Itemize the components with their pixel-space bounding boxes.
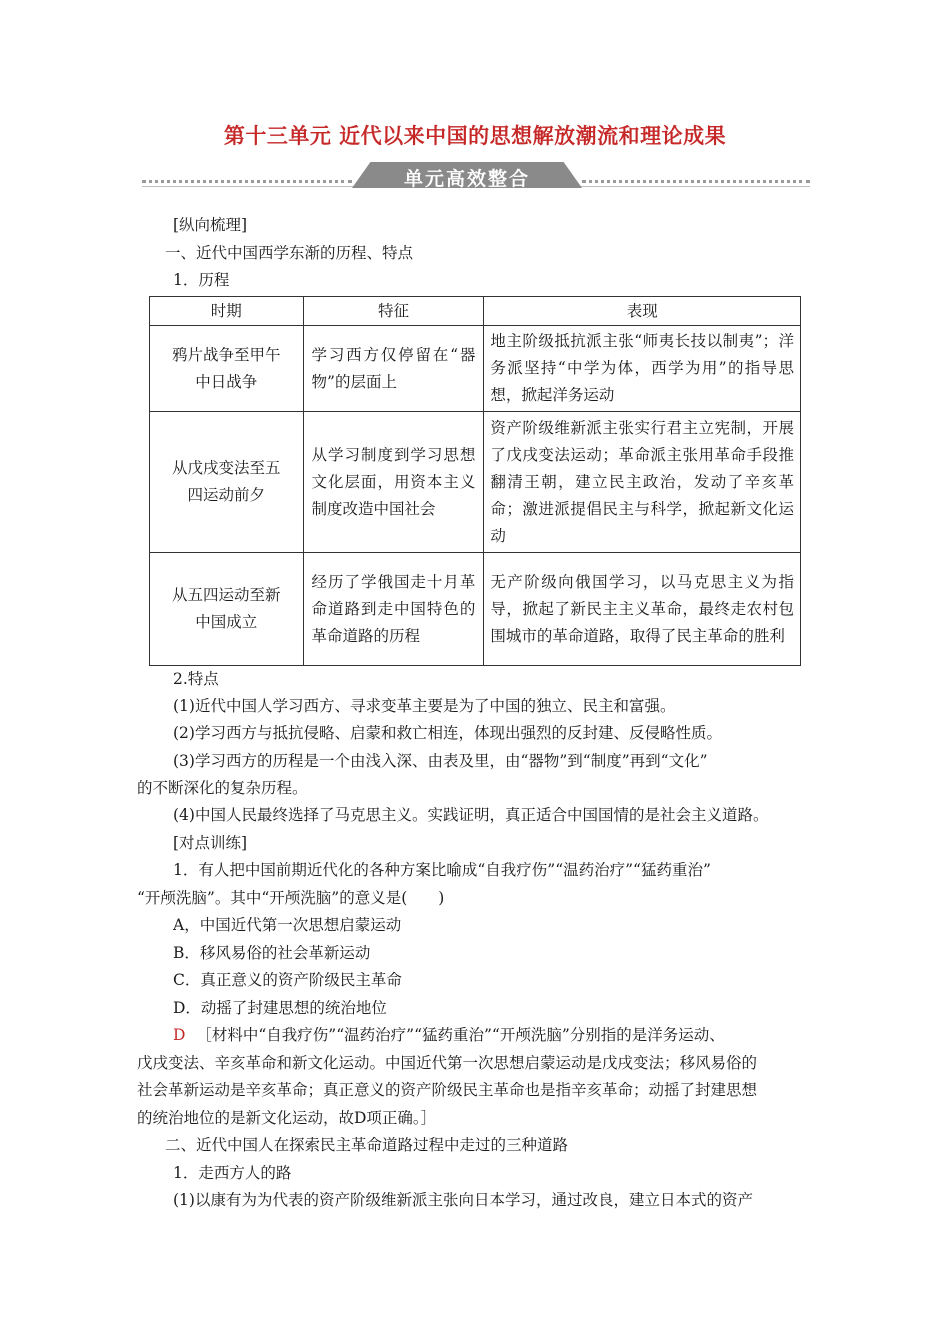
table-cell-feature: 从学习制度到学习思想文化层面，用资本主义制度改造中国社会 xyxy=(303,412,484,553)
history-table xyxy=(149,296,801,666)
section-label-vertical: [纵向梳理] xyxy=(173,216,248,234)
table-row xyxy=(150,326,801,412)
table-cell-period: 从戊戌变法至五四运动前夕 xyxy=(150,412,304,553)
section-label-training: [对点训练] xyxy=(173,834,248,852)
feature-point: (4)中国人民最终选择了马克思主义。实践证明，真正适合中国国情的是社会主义道路。 xyxy=(173,806,769,824)
subheading-features: 2.特点 xyxy=(173,670,219,688)
table-row xyxy=(150,412,801,553)
feature-point: (3)学习西方的历程是一个由浅入深、由表及里，由“器物”到“制度”再到“文化” xyxy=(173,752,708,770)
explanation-line: 的统治地位的是新文化运动，故D项正确。］ xyxy=(137,1109,437,1127)
heading-2: 二、近代中国人在探索民主革命道路过程中走过的三种道路 xyxy=(165,1136,569,1154)
feature-point: (2)学习西方与抵抗侵略、启蒙和救亡相连，体现出强烈的反封建、反侵略性质。 xyxy=(173,724,722,742)
table-cell-feature: 经历了学俄国走十月革命道路到走中国特色的革命道路的历程 xyxy=(303,553,484,666)
subheading-process: 1．历程 xyxy=(173,271,230,289)
table-header-cell: 表现 xyxy=(484,297,801,326)
table-header-cell: 特征 xyxy=(303,297,484,326)
option-c: C．真正意义的资产阶级民主革命 xyxy=(173,971,402,989)
unit-title: 第十三单元 近代以来中国的思想解放潮流和理论成果 xyxy=(223,124,727,148)
answer-letter: D xyxy=(173,1026,186,1044)
table-row xyxy=(150,553,801,666)
explanation-text: ［材料中“自我疗伤”“温药治疗”“猛药重治”“开颅洗脑”分别指的是洋务运动、 xyxy=(196,1026,725,1044)
table-header-cell: 时期 xyxy=(150,297,304,326)
dotted-divider-left xyxy=(142,180,352,183)
body-line: (1)以康有为为代表的资产阶级维新派主张向日本学习，通过改良，建立日本式的资产 xyxy=(173,1191,753,1209)
question-stem: 1．有人把中国前期近代化的各种方案比喻成“自我疗伤”“温药治疗”“猛药重治” xyxy=(173,861,711,879)
question-stem-continued: “开颅洗脑”。其中“开颅洗脑”的意义是( ) xyxy=(137,889,445,907)
table-cell-period: 从五四运动至新中国成立 xyxy=(150,553,304,666)
table-cell-performance: 资产阶级维新派主张实行君主立宪制，开展了戊戌变法运动；革命派主张用革命手段推翻清王朝，建立民主政治，发动了辛亥革命；激进派提倡民主与科学，掀起新文化运动 xyxy=(484,412,801,553)
subtitle-banner xyxy=(142,162,810,190)
dotted-divider-right xyxy=(582,180,810,183)
feature-point-continued: 的不断深化的复杂历程。 xyxy=(137,779,308,797)
table-cell-performance: 地主阶级抵抗派主张“师夷长技以制夷”；洋务派坚持“中学为体，西学为用”的指导思想，掀起洋务运动 xyxy=(484,326,801,412)
option-d: D．动摇了封建思想的统治地位 xyxy=(173,999,387,1017)
explanation-line: 戊戌变法、辛亥革命和新文化运动。中国近代第一次思想启蒙运动是戊戌变法；移风易俗的 xyxy=(137,1054,758,1072)
table-cell-performance: 无产阶级向俄国学习，以马克思主义为指导，掀起了新民主主义革命，最终走农村包围城市的革命道路，取得了民主革命的胜利 xyxy=(484,553,801,666)
subtitle-text: 单元高效整合 xyxy=(403,168,530,190)
table-header-row xyxy=(150,297,801,326)
heading-1: 一、近代中国西学东渐的历程、特点 xyxy=(165,244,414,262)
subheading-western-path: 1．走西方人的路 xyxy=(173,1164,292,1182)
answer-line xyxy=(173,1023,725,1047)
table-cell-feature: 学习西方仅停留在“器物”的层面上 xyxy=(303,326,484,412)
feature-point: (1)近代中国人学习西方、寻求变革主要是为了中国的独立、民主和富强。 xyxy=(173,697,676,715)
table-cell-period: 鸦片战争至甲午中日战争 xyxy=(150,326,304,412)
option-a: A，中国近代第一次思想启蒙运动 xyxy=(173,916,402,934)
explanation-line: 社会革新运动是辛亥革命；真正意义的资产阶级民主革命也是指辛亥革命；动摇了封建思想 xyxy=(137,1081,758,1099)
option-b: B．移风易俗的社会革新运动 xyxy=(173,944,371,962)
